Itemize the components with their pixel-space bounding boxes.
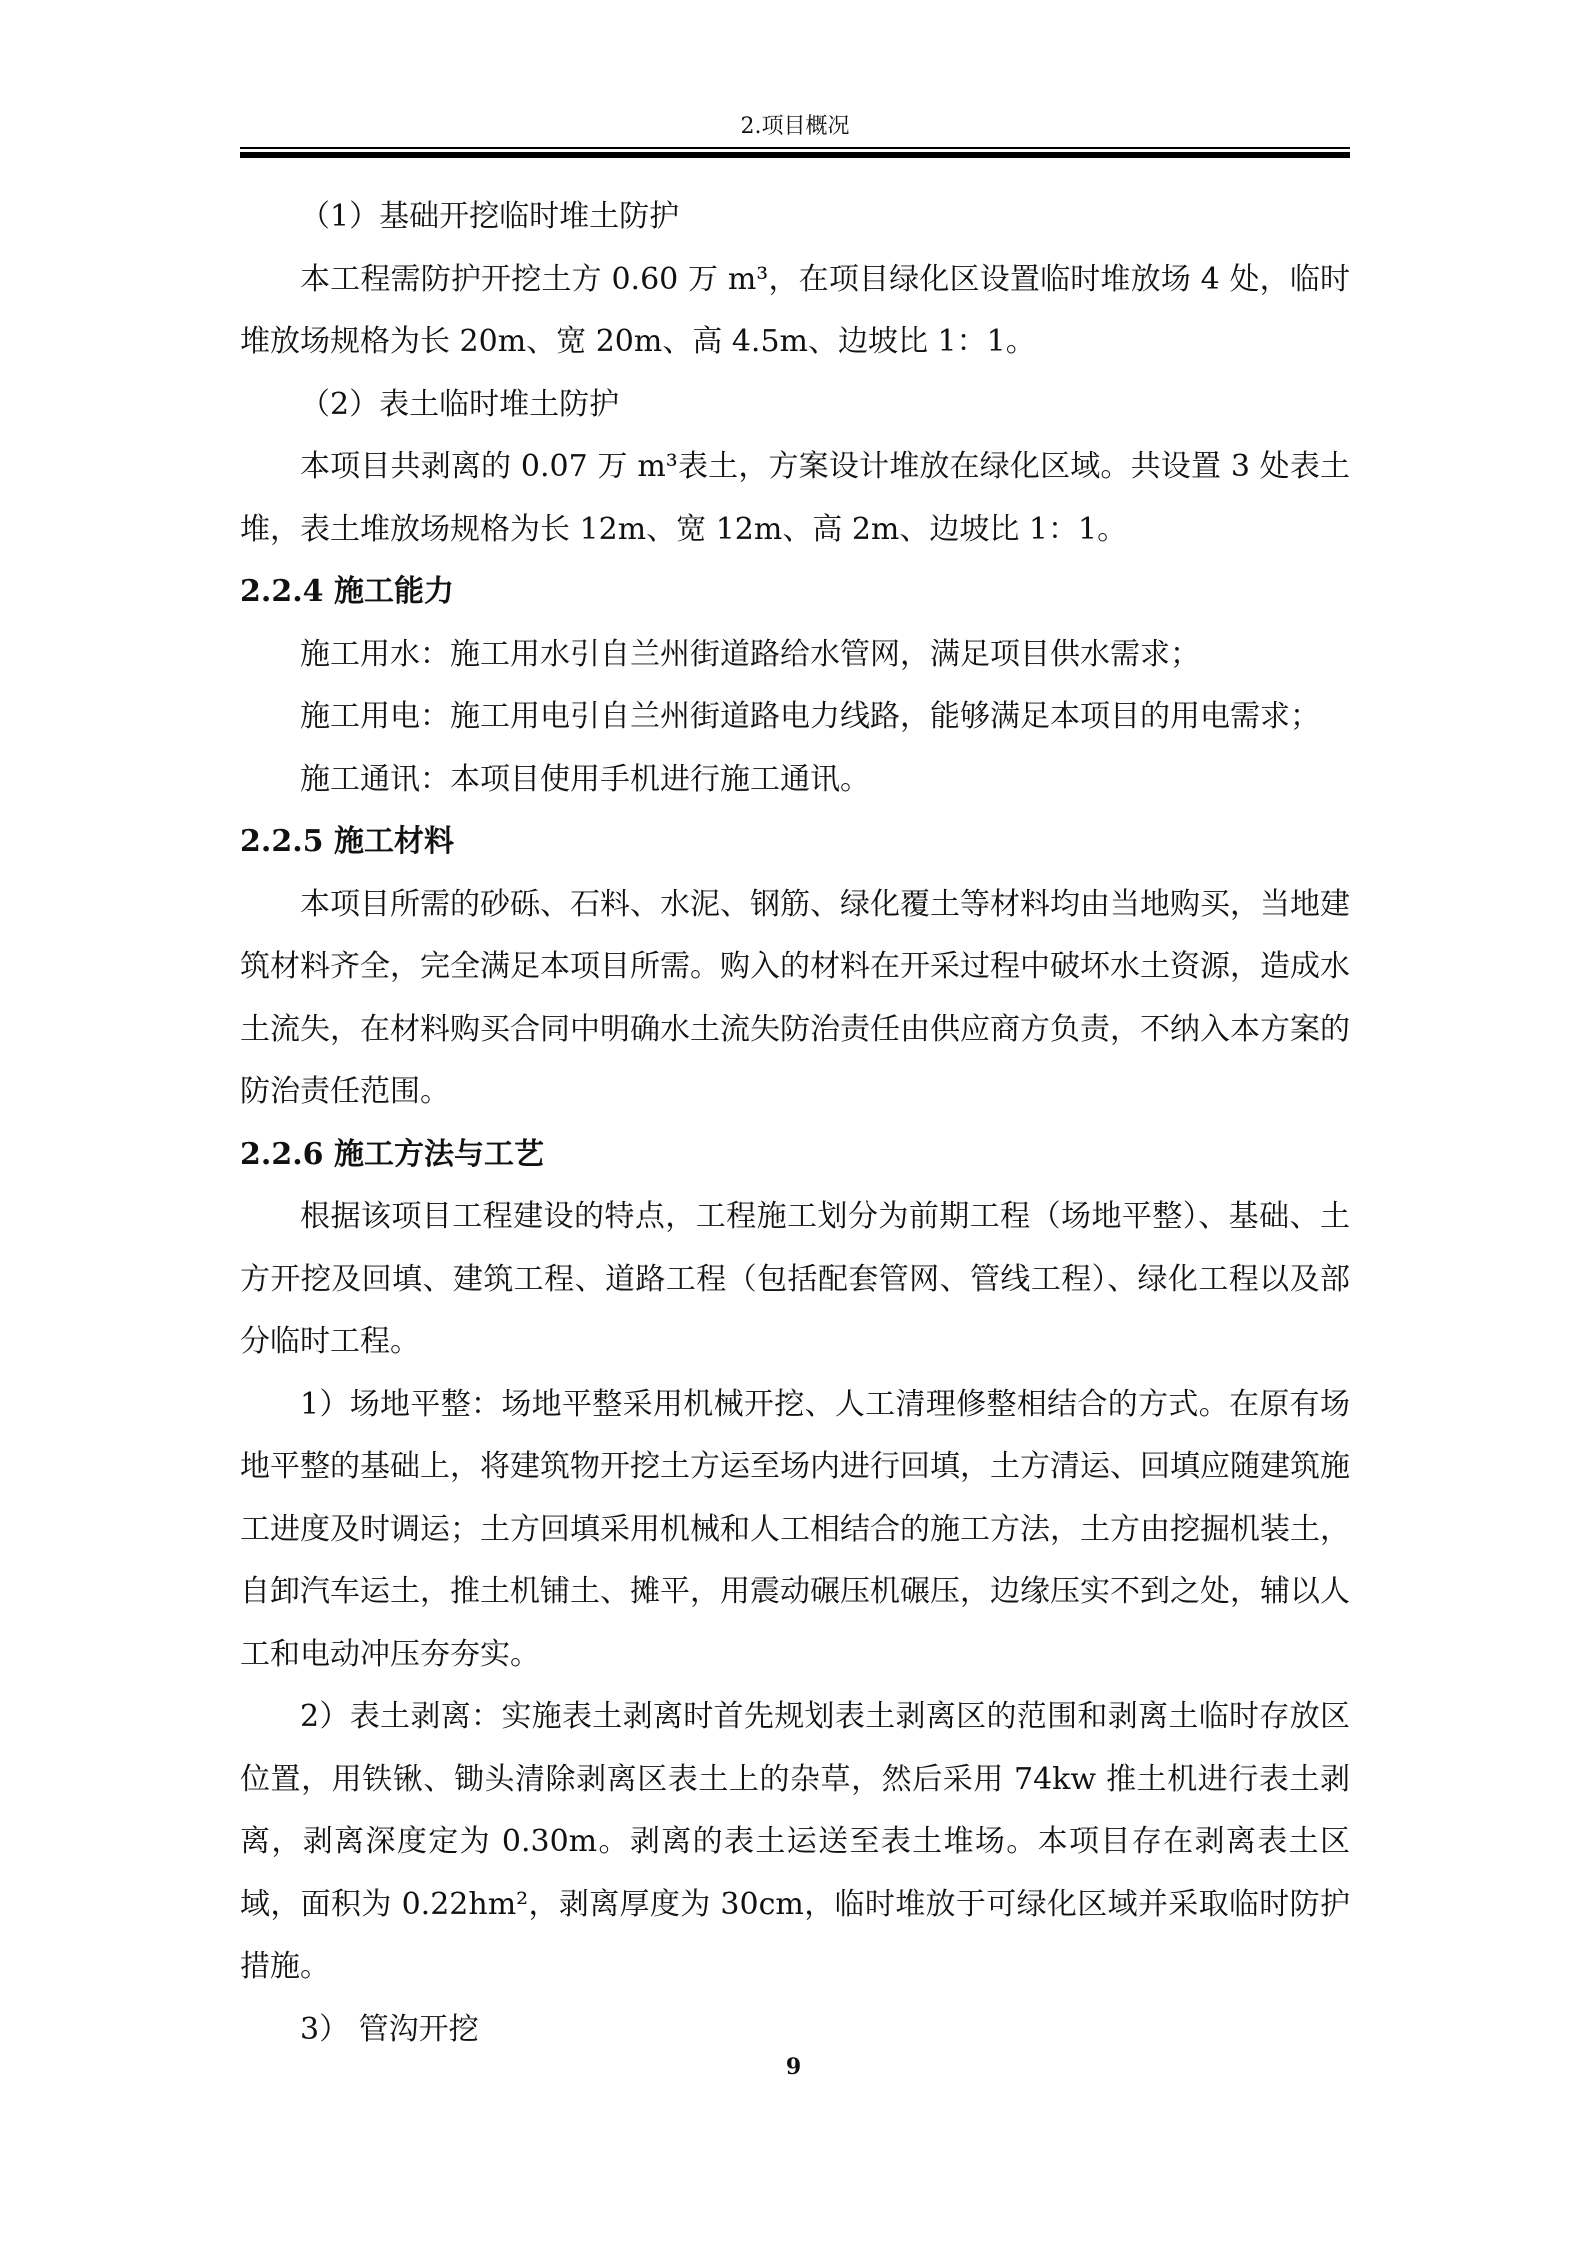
subheading-foundation-stockpile: （1）基础开挖临时堆土防护 [300, 199, 680, 234]
page-number: 9 [785, 2054, 802, 2080]
section-heading-2-2-5: 2.2.5 施工材料 [240, 824, 454, 859]
paragraph-topsoil-stripping: 2）表土剥离：实施表土剥离时首先规划表土剥离区的范围和剥离土临时存放区位置，用铁锹、锄头清除剥离区表土上的杂草，然后采用 74kw 推土机进行表土剥离，剥离深度定为 0.30m。剥离的表土运送至表土堆场。本项目存在剥离表土区域，面积为 0.22hm²，剥离厚度为 30cm，临时堆放于可绿化区域并采取临时防护措施。 [240, 1699, 1350, 1984]
paragraph-site-leveling: 1）场地平整：场地平整采用机械开挖、人工清理修整相结合的方式。在原有场地平整的基础上，将建筑物开挖土方运至场内进行回填，土方清运、回填应随建筑施工进度及时调运；土方回填采用机械和人工相结合的施工方法，土方由挖掘机装土，自卸汽车运土，推土机铺土、摊平，用震动碾压机碾压，边缘压实不到之处，辅以人工和电动冲压夯夯实。 [240, 1386, 1350, 1672]
subheading-topsoil-stockpile: （2）表土临时堆土防护 [300, 386, 620, 422]
paragraph-materials: 本项目所需的砂砾、石料、水泥、钢筋、绿化覆土等材料均由当地购买，当地建筑材料齐全，完全满足本项目所需。购入的材料在开采过程中破坏水土资源，造成水土流失，在材料购买合同中明确水土流失防治责任由供应商方负责，不纳入本方案的防治责任范围。 [240, 886, 1350, 1109]
section-heading-2-2-6: 2.2.6 施工方法与工艺 [240, 1136, 544, 1172]
paragraph-trench-excavation: 3） 管沟开挖 [300, 2011, 479, 2047]
paragraph-power-supply: 施工用电：施工用电引自兰州街道路电力线路，能够满足本项目的用电需求； [300, 699, 1320, 734]
paragraph-topsoil-stockpile: 本项目共剥离的 0.07 万 m³表土，方案设计堆放在绿化区域。共设置 3 处表土堆，表土堆放场规格为长 12m、宽 12m、高 2m、边坡比 1：1。 [240, 449, 1350, 547]
paragraph-construction-overview: 根据该项目工程建设的特点，工程施工划分为前期工程（场地平整）、基础、土方开挖及回填、建筑工程、道路工程（包括配套管网、管线工程）、绿化工程以及部分临时工程。 [240, 1199, 1350, 1359]
running-header: 2.项目概况 [740, 114, 850, 139]
paragraph-water-supply: 施工用水：施工用水引自兰州街道路给水管网，满足项目供水需求； [300, 636, 1200, 672]
header-rule-thick [240, 152, 1350, 158]
section-heading-2-2-4: 2.2.4 施工能力 [240, 574, 454, 609]
body-text [240, 186, 1350, 2061]
paragraph-communication: 施工通讯：本项目使用手机进行施工通讯。 [300, 761, 870, 797]
header-rule-thin [240, 147, 1350, 149]
paragraph-foundation-stockpile: 本工程需防护开挖土方 0.60 万 m³，在项目绿化区设置临时堆放场 4 处，临时堆放场规格为长 20m、宽 20m、高 4.5m、边坡比 1：1。 [240, 261, 1350, 359]
